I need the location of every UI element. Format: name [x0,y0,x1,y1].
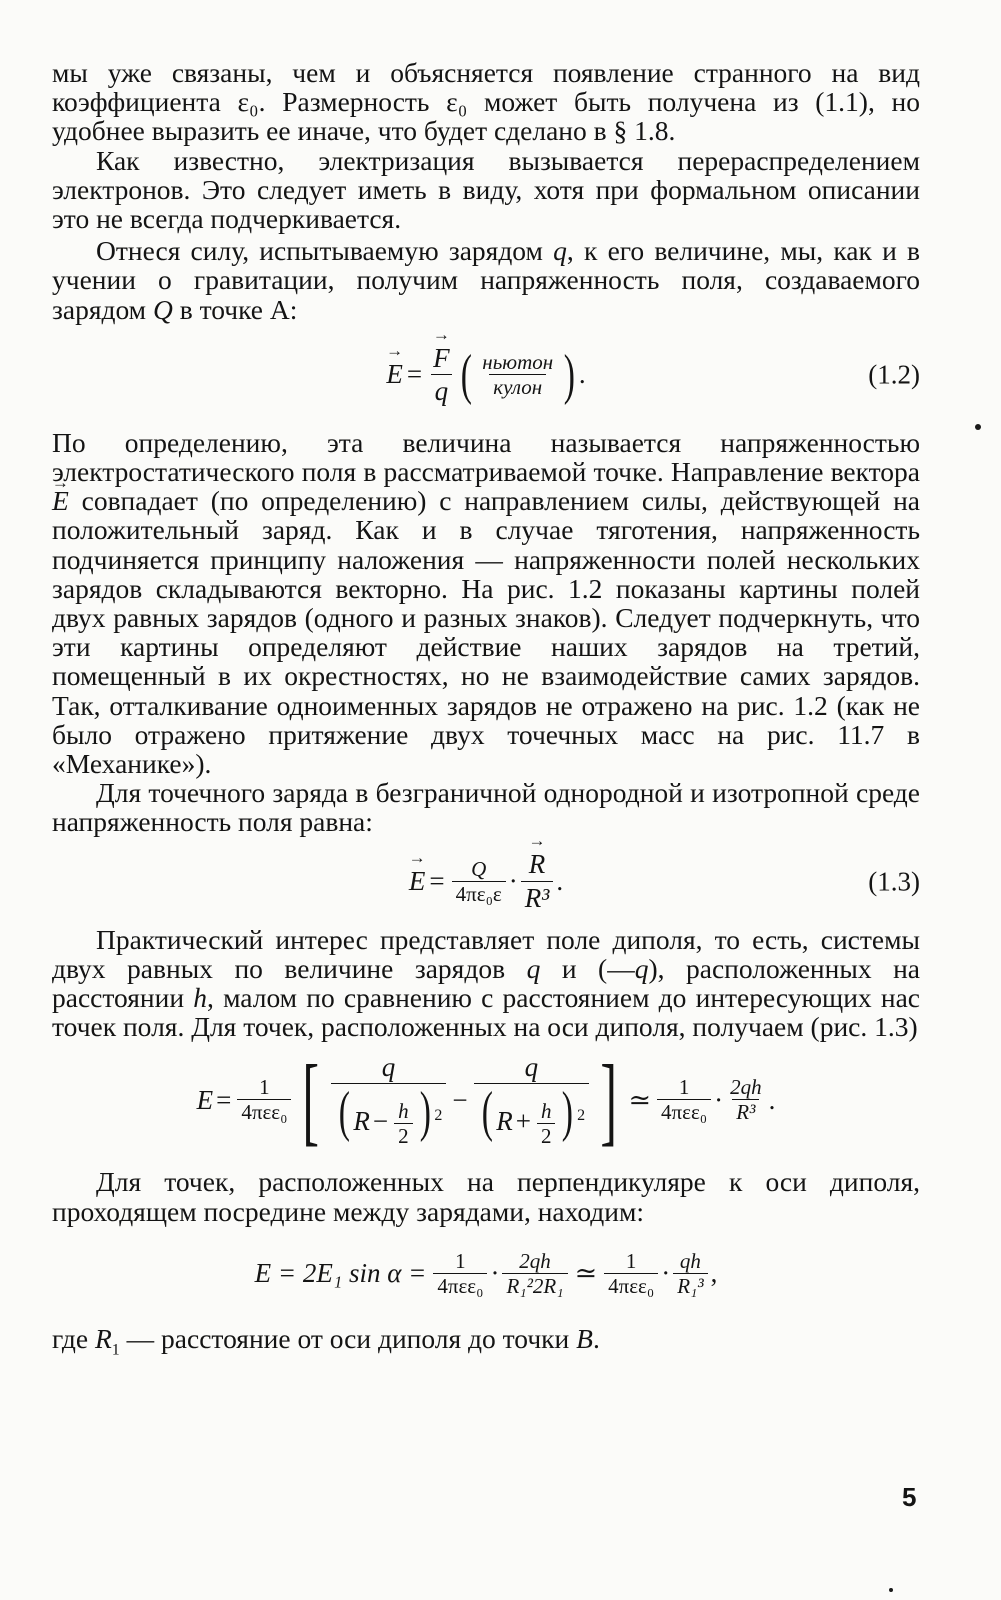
fraction-R [521,849,554,913]
paragraph-4 [52,428,920,778]
text-run: , к его величине, мы, как и в учении о гравитации, получим напряженность поля, создаваемого зарядом [52,235,920,325]
vector-F: → F [433,343,450,374]
text-run: ), расположенных на расстоянии [52,952,921,1014]
symbol-E: E [196,1084,214,1115]
equation-number: (1.3) [868,866,920,897]
right-paren: ) [563,343,576,406]
text-run: , малом по сравнению с расстоянием до интересующих нас точек поля. Для точек, расположенных на оси диполя, получаем (рис. 1.3) [52,982,920,1043]
equation-dipole-axis [52,1045,920,1155]
dot-operator: · [661,1258,671,1289]
equation-1-3 [52,843,920,921]
R-cubed: R³ [521,881,554,914]
paragraph-5: Для точечного заряда в безграничной однородной и изотропной среде напряженность поля равна: [52,777,920,838]
page-number: 5 [902,1482,917,1512]
vector-R: → R [529,849,546,880]
dot-operator: · [508,866,518,897]
equation-number: (1.2) [868,359,920,390]
denominator: 4πε₀ε [452,881,506,907]
text-run: По определению, эта величина называется напряженностью электростатического поля в рассматриваемой точке. Направление вектора [52,426,920,488]
text-run: в точке A: [172,293,298,325]
equals-sign: = [429,866,445,897]
fraction-middle: $\frac{2qh}{\text{R₁²2R₁}}$ [502,1249,567,1299]
symbol-q: q [634,952,649,984]
fraction-result: $\frac{2qh}{\text{R³}}$ [730,1075,762,1125]
left-paren: ( [460,343,472,406]
subscript: 1 [111,1341,120,1359]
page-content [52,58,920,1365]
equals-sign: = [216,1084,232,1115]
fraction-result: $\frac{qh}{\text{R₁³}}$ [673,1249,707,1299]
text-run: где [52,1322,95,1354]
minus-sign: − [452,1084,468,1115]
paragraph-7: Для точек, расположенных на перпендикуляре к оси диполя, проходящем посредине между зарядами, находим: [52,1166,920,1227]
period: . [768,1084,776,1115]
text-run: и (— [540,952,635,984]
period: . [556,866,564,897]
scan-speck [975,424,981,430]
symbol-q: q [526,952,541,984]
paragraph-6 [52,925,920,1042]
equation-dipole-perpendicular [52,1232,920,1316]
dot-operator: · [490,1258,500,1289]
unit-denominator: кулон [489,374,546,400]
symbol-Q: Q [471,856,487,881]
symbol-q: q [434,375,449,406]
vector-E: → E [386,359,403,390]
symbol-R: R [94,1322,112,1354]
period: . [578,359,586,390]
fraction-coefficient: $\frac{1}{\text{4πεε₀}}$ [604,1249,658,1299]
fraction-first-charge: q ( R − $\frac{h}{2}$ ) $^2$ [331,1052,447,1149]
text-run: — расстояние от оси диполя до точки [119,1322,577,1354]
approx-sign: ≃ [628,1084,652,1115]
fraction-coefficient: $\frac{1}{\text{4πεε₀}}$ [657,1075,711,1125]
text-run: . [592,1322,600,1354]
right-bracket: ] [600,1044,618,1156]
text-run: Практический интерес представляет поле диполя, то есть, системы двух равных по величине зарядов [52,923,920,984]
vector-E: → E [409,866,426,897]
comma: , [710,1258,718,1289]
symbol-h: h [193,982,207,1014]
equals-sign: = [406,359,423,390]
dot-operator: · [714,1084,724,1115]
fraction-coefficient: $\frac{1}{\text{4πεε₀}}$ [237,1075,291,1125]
symbol-B: B [576,1322,593,1354]
lhs-expression: E = 2E₁ sin α = [254,1258,427,1289]
paragraph-2: Как известно, электризация вызывается перераспределением электронов. Это следует иметь в виду, хотя при формальном описании это не всегда подчеркивается. [52,144,920,235]
symbol-Q: Q [152,293,173,325]
fraction-coefficient: $\frac{1}{\text{4πεε₀}}$ [433,1249,487,1299]
fraction-F-over-q [429,343,454,407]
fraction-second-charge: q ( R + $\frac{h}{2}$ ) $^2$ [474,1052,590,1149]
unit-numerator: ньютон [482,349,554,374]
approx-sign: ≃ [574,1258,598,1289]
paragraph-1: мы уже связаны, чем и объясняется появление странного на вид коэффициента ε₀. Размерность ε₀ может быть получена из (1.1), но удобнее выразить ее иначе, что будет сделано в § 1.8. [52,57,920,147]
fraction-Q [452,857,506,907]
vector-E-inline: → E [52,486,69,515]
unit-parentheses [457,343,579,406]
paragraph-8 [52,1324,920,1365]
paragraph-3 [52,236,920,324]
text-run: Отнеся силу, испытываемую зарядом [96,235,554,267]
scan-speck [889,1588,893,1592]
left-bracket: [ [302,1044,320,1156]
fraction-units [478,350,557,400]
symbol-q: q [553,235,567,267]
text-run: совпадает (по определению) с направлением силы, действующей на положительный заряд. Как и в случае тяготения, напряженность подчиняется принципу наложения — напряженности полей нескольких зарядов складываются векторно. На рис. 1.2 показаны картины полей двух равных зарядов (одного и разных знаков). Следует подчеркнуть, что эти картины определяют действие наших зарядов на третий, помещенный в их окрестностях, но не взаимодействие самих зарядов. Так, отталкивание одноименных зарядов не отражено на рис. 1.2 (как не было отражено притяжение двух точечных масс на рис. 11.7 в «Механике»). [52,485,920,780]
equation-1-2 [52,332,920,418]
